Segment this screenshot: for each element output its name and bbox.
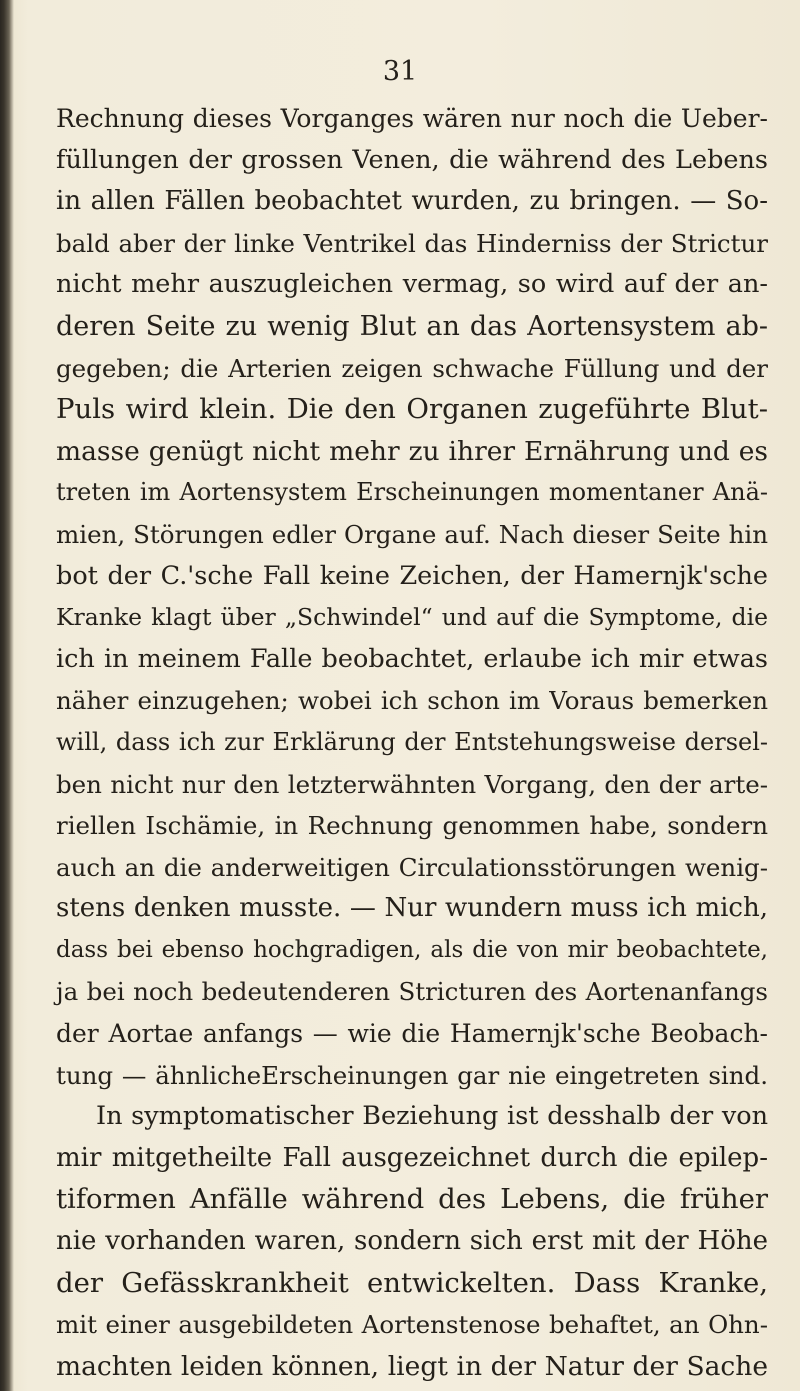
text-line: riellen Ischämie, in Rechnung genommen habe, sondern	[56, 811, 768, 841]
text-line: der Gefässkrankheit entwickelten. Dass Kranke,	[56, 1266, 768, 1299]
text-line: ja bei noch bedeutenderen Stricturen des Aortenanfangs	[56, 977, 768, 1007]
text-line: mir mitgetheilte Fall ausgezeichnet durch die epilep-	[56, 1142, 768, 1173]
text-line: mien, Störungen edler Organe auf. Nach dieser Seite hin	[56, 519, 768, 549]
text-line: mit einer ausgebildeten Aortenstenose behaftet, an Ohn-	[56, 1310, 768, 1340]
text-line: stens denken musste. — Nur wundern muss ich mich,	[56, 893, 768, 924]
text-line: machten leiden können, liegt in der Natur der Sache	[56, 1350, 768, 1382]
text-line: tiformen Anfälle während des Lebens, die früher	[56, 1183, 768, 1216]
text-line: näher einzugehen; wobei ich schon im Voraus bemerken	[56, 686, 768, 716]
text-line: In symptomatischer Beziehung ist desshalb der von	[96, 1101, 768, 1132]
text-line: Kranke klagt über „Schwindel“ und auf die Symptome, die	[56, 603, 768, 632]
text-line: der Aortae anfangs — wie die Hamernjk'sche Beobach-	[56, 1019, 768, 1049]
text-line: tung — ähnlicheErscheinungen gar nie eingetreten sind.	[56, 1060, 768, 1090]
text-line: treten im Aortensystem Erscheinungen momentaner Anä-	[56, 478, 768, 507]
text-line: masse genügt nicht mehr zu ihrer Ernährung und es	[56, 435, 768, 467]
text-line: nicht mehr auszugleichen vermag, so wird auf der an-	[56, 269, 768, 300]
page-number: 31	[382, 56, 418, 87]
text-line: ben nicht nur den letzterwähnten Vorgang, den der arte-	[56, 769, 768, 799]
text-line: auch an die anderweitigen Circulationsstörungen wenig-	[56, 852, 768, 882]
text-line: füllungen der grossen Venen, die während des Lebens	[56, 144, 768, 175]
text-line: gegeben; die Arterien zeigen schwache Füllung und der	[56, 353, 768, 383]
text-line: in allen Fällen beobachtet wurden, zu bringen. — So-	[56, 186, 768, 217]
text-line: nie vorhanden waren, sondern sich erst mit der Höhe	[56, 1226, 768, 1257]
text-line: will, dass ich zur Erklärung der Entstehungsweise dersel-	[56, 727, 768, 756]
text-line: deren Seite zu wenig Blut an das Aortensystem ab-	[56, 310, 768, 342]
text-line: ich in meinem Falle beobachtet, erlaube ich mir etwas	[56, 643, 768, 674]
text-line: bald aber der linke Ventrikel das Hinderniss der Strictur	[56, 228, 768, 258]
body-text	[56, 98, 768, 1387]
text-line: Rechnung dieses Vorganges wären nur noch die Ueber-	[56, 104, 768, 133]
text-line: Puls wird klein. Die den Organen zugeführte Blut-	[56, 393, 768, 426]
book-spine-shadow	[0, 0, 14, 1391]
text-line: dass bei ebenso hochgradigen, als die von mir beobachtete,	[56, 936, 768, 963]
text-line: bot der C.'sche Fall keine Zeichen, der Hamernjk'sche	[56, 560, 768, 591]
